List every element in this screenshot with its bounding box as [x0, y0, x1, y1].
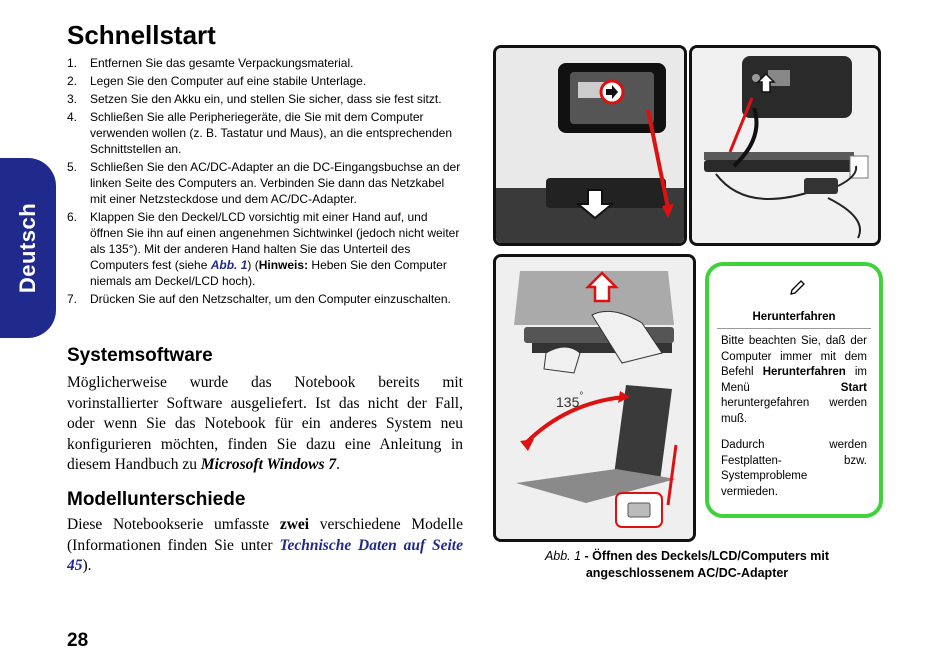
- open-lid-illustration: [493, 254, 696, 542]
- quickstart-steps: [67, 55, 463, 309]
- figure-caption: Abb. 1 - Öffnen des Deckels/LCD/Computers mit angeschlossenem AC/DC-Adapter: [544, 549, 830, 580]
- adapter-drawing: [692, 48, 878, 243]
- modellunterschiede-paragraph: Diese Notebookserie umfasste zwei verschiedene Modelle (Informationen finden Sie unter Technische Daten auf Seite 45).: [67, 516, 463, 574]
- language-tab-label: Deutsch: [15, 202, 40, 294]
- systemsoftware-paragraph: Möglicherweise wurde das Notebook bereits mit vorinstallierter Software ausgeliefert. Ist das nicht der Fall, oder wenn Sie das Notebook für ein anderes System neu konfigurieren möchten, finden Sie dazu eine Anleitung in diesem Handbuch zu Microsoft Windows 7.: [67, 374, 463, 473]
- note-title: Herunterfahren: [752, 311, 836, 323]
- step-item: 6. Klappen Sie den Deckel/LCD vorsichtig mit einer Hand auf, und öffnen Sie ihn auf einen angenehmen Sichtwinkel (jedoch nicht weiter als 135°). Mit der anderen Hand halten Sie das Unterteil des Computers fest (siehe Abb. 1) (Hinweis: Heben Sie den Computer niemals am Deckel/LCD hoch).: [67, 210, 460, 288]
- step-item: 5. Schließen Sie den AC/DC-Adapter an die DC-Eingangsbuchse an der linken Seite des Computers an. Verbinden Sie dann das Netzkabel mit einer Netzsteckdose und dem AC/DC-Adapter.: [67, 160, 461, 206]
- note-divider: [717, 328, 871, 329]
- step-item: 2. Legen Sie den Computer auf eine stabile Unterlage.: [67, 74, 367, 88]
- step-item: 4. Schließen Sie alle Peripheriegeräte, die Sie mit dem Computer verwenden wollen (z. B. Tastatur und Maus), an die entsprechenden Schnittstellen an.: [67, 110, 452, 156]
- language-tab: [0, 158, 56, 338]
- section-heading-systemsoftware: Systemsoftware: [67, 345, 213, 366]
- battery-drawing: [496, 48, 684, 243]
- degree-symbol: °: [579, 391, 584, 402]
- note-box: [705, 262, 883, 518]
- adapter-illustration: [689, 45, 881, 246]
- spec-page-link[interactable]: Technische Daten auf Seite 45: [67, 536, 463, 574]
- step-item: 7. Drücken Sie auf den Netzschalter, um den Computer einzuschalten.: [67, 292, 451, 306]
- angle-label: 135: [556, 394, 580, 410]
- svg-text:135°: [556, 391, 583, 410]
- step-item: 3. Setzen Sie den Akku ein, und stellen Sie sicher, dass sie fest sitzt.: [67, 92, 442, 106]
- page-title: Schnellstart: [67, 20, 216, 50]
- step-item: 1. Entfernen Sie das gesamte Verpackungsmaterial.: [67, 56, 354, 70]
- section-heading-modellunterschiede: Modellunterschiede: [67, 489, 246, 510]
- battery-illustration: [493, 45, 687, 246]
- note-paragraph-1: Bitte beachten Sie, daß der Computer immer mit dem Befehl Herunterfahren im Menü Start heruntergefahren werden muß.: [721, 335, 867, 425]
- page-number: 28: [67, 630, 89, 651]
- note-paragraph-2: Dadurch werden Festplatten- bzw. Systemprobleme vermieden.: [721, 439, 867, 498]
- open-lid-drawing: [496, 257, 693, 539]
- figure-ref-link[interactable]: Abb. 1: [210, 258, 248, 272]
- pen-icon: [789, 280, 805, 302]
